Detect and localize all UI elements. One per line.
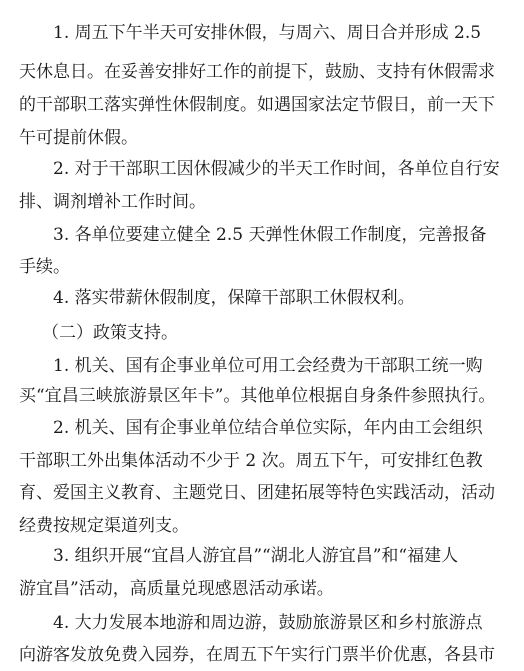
text-line: 的干部职工落实弹性休假制度。如遇国家法定节假日，前一天下 <box>19 95 495 115</box>
section-heading: （二）政策支持。 <box>42 323 178 343</box>
text-line: 向游客发放免费入园券，在周五下午实行门票半价优惠，各县市 <box>19 645 495 665</box>
text-line: 买“宜昌三峡旅游景区年卡”。其他单位根据自身条件参照执行。 <box>19 386 496 406</box>
text-line: 3. 各单位要建立健全 2.5 天弹性休假工作制度，完善报备 <box>53 225 487 245</box>
text-line: 1. 机关、国有企事业单位可用工会经费为干部职工统一购 <box>53 356 483 376</box>
text-line: 游宜昌”活动，高质量兑现感恩活动承诺。 <box>19 579 334 599</box>
text-line: 干部职工外出集体活动不少于 2 次。周五下午，可安排红色教 <box>19 451 483 471</box>
text-line: 天休息日。在妥善安排好工作的前提下，鼓励、支持有休假需求 <box>19 62 495 82</box>
text-line: 排、调剂增补工作时间。 <box>19 192 206 212</box>
text-line: 育、爱国主义教育、主题党日、团建拓展等特色实践活动，活动 <box>19 483 495 503</box>
text-line: 手续。 <box>19 257 70 277</box>
text-line: 午可提前休假。 <box>19 128 138 148</box>
text-line: 2. 对于干部职工因休假减少的半天工作时间，各单位自行安 <box>53 159 500 179</box>
text-line: 4. 落实带薪休假制度，保障干部职工休假权利。 <box>53 288 415 308</box>
text-line: 4. 大力发展本地游和周边游，鼓励旅游景区和乡村旅游点 <box>53 613 483 633</box>
text-line: 3. 组织开展“宜昌人游宜昌”“湖北人游宜昌”和“福建人 <box>53 546 459 566</box>
text-line: 经费按规定渠道列支。 <box>19 516 189 536</box>
text-line: 2. 机关、国有企事业单位结合单位实际，年内由工会组织 <box>53 418 483 438</box>
text-line: 1. 周五下午半天可安排休假，与周六、周日合并形成 2.5 <box>53 23 482 43</box>
